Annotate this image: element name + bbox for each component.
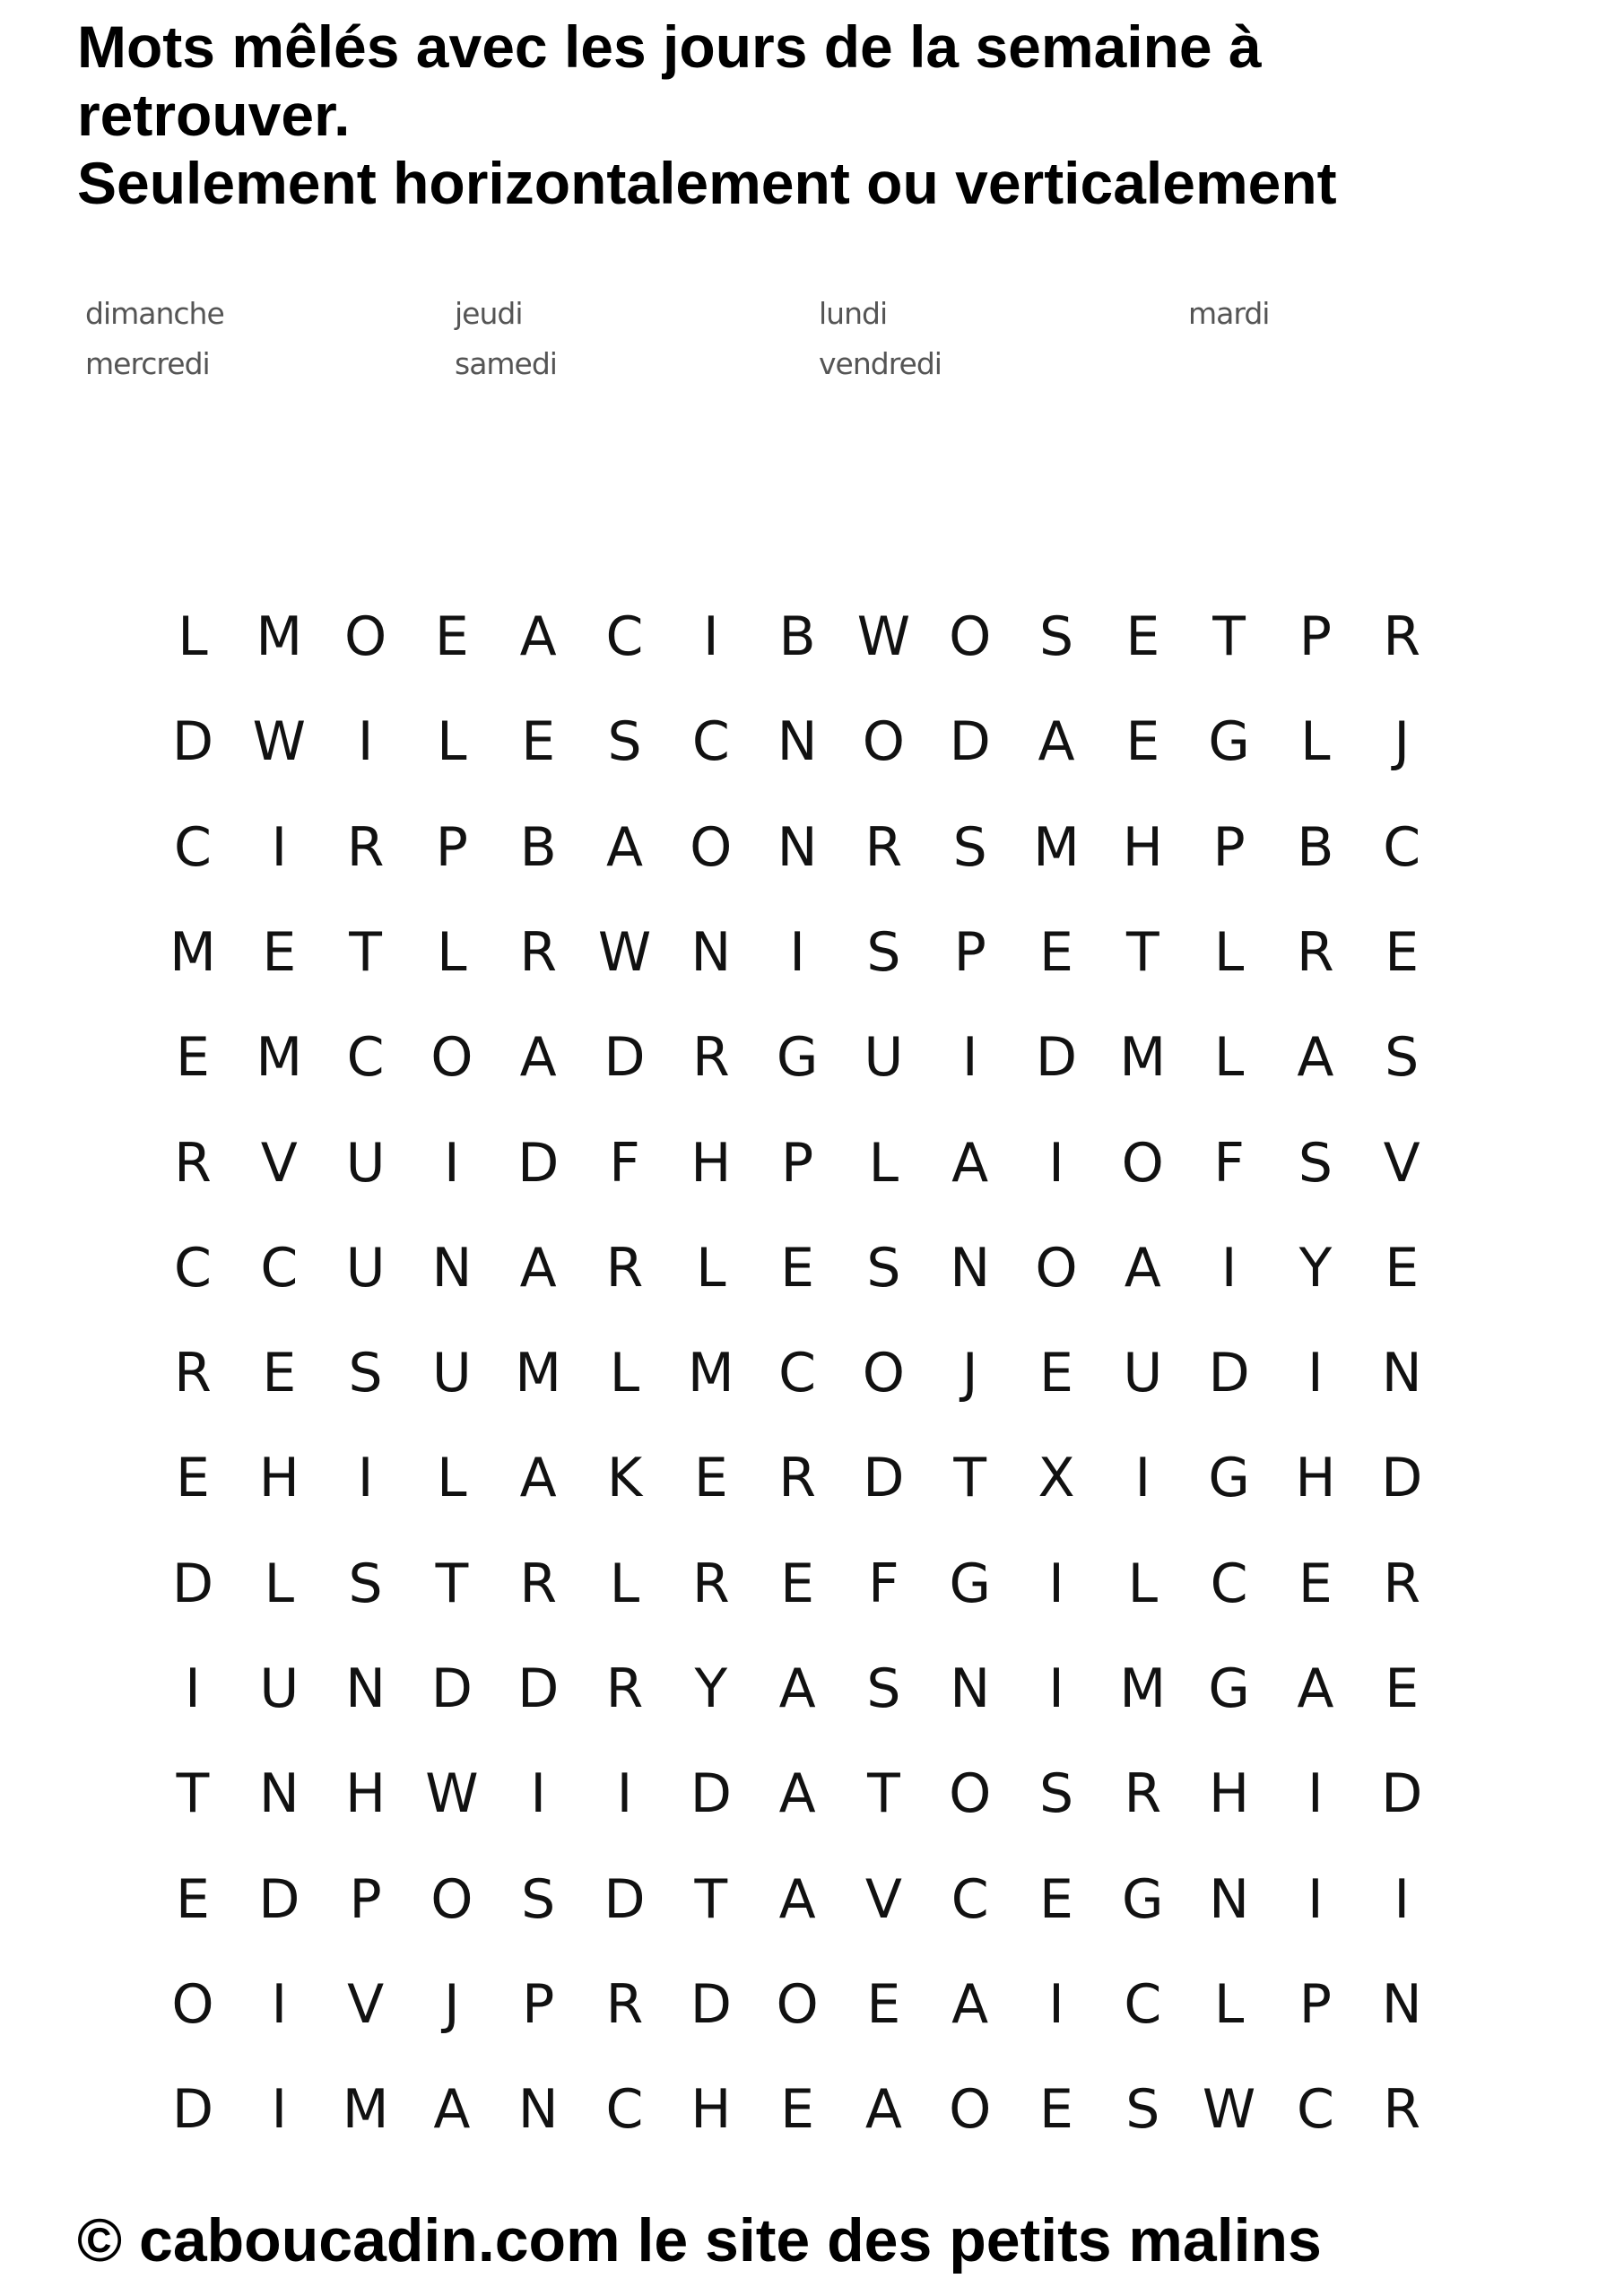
grid-cell[interactable]: D [1208, 1342, 1250, 1405]
grid-cell[interactable]: S [521, 1867, 556, 1931]
grid-cell[interactable]: R [605, 1657, 644, 1720]
grid-cell[interactable]: M [342, 2078, 389, 2142]
grid-cell[interactable]: I [1394, 1867, 1411, 1931]
word-dimanche: dimanche [85, 296, 224, 331]
grid-cell[interactable]: C [951, 1867, 989, 1931]
grid-cell[interactable]: H [1122, 815, 1163, 879]
grid-cell[interactable]: W [425, 1762, 479, 1826]
grid-cell[interactable]: D [171, 1552, 214, 1615]
grid-cell[interactable]: E [1039, 1342, 1073, 1405]
word-jeudi: jeudi [455, 296, 523, 331]
footer-copyright: © caboucadin.com le site des petits malins [77, 2206, 1322, 2274]
grid-cell[interactable]: H [1209, 1762, 1250, 1826]
word-list [85, 296, 1412, 404]
grid-cell[interactable]: J [1394, 710, 1411, 774]
grid-cell[interactable]: E [521, 710, 556, 774]
letter-grid [161, 601, 1480, 2188]
grid-cell[interactable]: I [1134, 1447, 1151, 1510]
grid-cell[interactable]: S [1385, 1026, 1420, 1090]
grid-cell[interactable]: O [430, 1867, 473, 1931]
grid-cell[interactable]: C [260, 1236, 299, 1300]
grid-cell[interactable]: N [777, 710, 818, 774]
grid-cell[interactable]: E [1125, 605, 1160, 668]
grid-cell[interactable]: A [519, 1026, 557, 1090]
grid-cell[interactable]: R [174, 1131, 212, 1195]
grid-cell[interactable]: O [862, 710, 905, 774]
grid-cell[interactable]: L [609, 1552, 640, 1615]
grid-cell[interactable]: N [950, 1657, 991, 1720]
grid-cell[interactable]: U [345, 1236, 386, 1300]
grid-cell[interactable]: H [1295, 1447, 1336, 1510]
grid-cell[interactable]: I [789, 920, 805, 984]
grid-cell[interactable]: N [345, 1657, 386, 1720]
grid-cell[interactable]: N [517, 2078, 559, 2142]
grid-cell[interactable]: N [431, 1236, 473, 1300]
grid-cell[interactable]: M [1119, 1026, 1167, 1090]
grid-cell[interactable]: N [258, 1762, 300, 1826]
grid-cell[interactable]: L [1213, 1972, 1245, 2036]
grid-cell[interactable]: O [1121, 1131, 1164, 1195]
grid-cell[interactable]: D [604, 1867, 646, 1931]
grid-cell[interactable]: B [778, 605, 816, 668]
grid-cell[interactable]: D [171, 710, 214, 774]
grid-cell[interactable]: I [357, 1447, 374, 1510]
grid-cell[interactable]: E [262, 920, 297, 984]
grid-cell[interactable]: O [949, 1762, 992, 1826]
grid-cell[interactable]: A [1038, 710, 1075, 774]
grid-cell[interactable]: C [605, 605, 644, 668]
grid-cell[interactable]: E [176, 1447, 210, 1510]
grid-cell[interactable]: R [346, 815, 385, 879]
grid-cell[interactable]: I [1220, 1236, 1238, 1300]
grid-cell[interactable]: T [176, 1762, 210, 1826]
grid-cell[interactable]: P [349, 1867, 382, 1931]
grid-cell[interactable]: T [435, 1552, 469, 1615]
grid-cell[interactable]: D [863, 1447, 905, 1510]
grid-cell[interactable]: T [1212, 605, 1246, 668]
grid-cell[interactable]: U [345, 1131, 386, 1195]
grid-cell[interactable]: I [961, 1026, 978, 1090]
grid-cell[interactable]: M [1033, 815, 1080, 879]
grid-cell[interactable]: C [346, 1026, 385, 1090]
grid-cell[interactable]: B [519, 815, 557, 879]
grid-cell[interactable]: S [348, 1552, 383, 1615]
grid-cell[interactable]: N [1381, 1342, 1422, 1405]
grid-cell[interactable]: P [1298, 1972, 1332, 2036]
grid-cell[interactable]: N [690, 920, 732, 984]
grid-cell[interactable]: P [435, 815, 468, 879]
grid-cell[interactable]: R [1383, 1552, 1421, 1615]
grid-cell[interactable]: D [430, 1657, 473, 1720]
grid-cell[interactable]: E [693, 1447, 728, 1510]
grid-cell[interactable]: S [607, 710, 642, 774]
grid-cell[interactable]: G [776, 1026, 819, 1090]
grid-cell[interactable]: H [345, 1762, 386, 1826]
grid-cell[interactable]: D [1381, 1762, 1423, 1826]
grid-cell[interactable]: O [690, 815, 733, 879]
grid-cell[interactable]: U [431, 1342, 472, 1405]
grid-cell[interactable]: P [953, 920, 986, 984]
grid-cell[interactable]: R [778, 1447, 816, 1510]
grid-cell[interactable]: J [961, 1342, 978, 1405]
grid-cell[interactable]: E [176, 1026, 210, 1090]
grid-cell[interactable]: L [609, 1342, 640, 1405]
word-mercredi: mercredi [85, 346, 210, 381]
word-samedi: samedi [455, 346, 557, 381]
grid-cell[interactable]: O [862, 1342, 905, 1405]
grid-cell[interactable]: R [1124, 1762, 1162, 1826]
grid-cell[interactable]: O [776, 1972, 819, 2036]
grid-cell[interactable]: C [1296, 2078, 1334, 2142]
grid-cell[interactable]: A [778, 1762, 816, 1826]
grid-cell[interactable]: L [1213, 1026, 1245, 1090]
grid-cell[interactable]: G [1122, 1867, 1164, 1931]
grid-cell[interactable]: M [256, 1026, 303, 1090]
grid-cell[interactable]: C [174, 815, 212, 879]
grid-cell[interactable]: P [522, 1972, 555, 2036]
grid-cell[interactable]: S [952, 815, 987, 879]
grid-cell[interactable]: V [864, 1867, 902, 1931]
grid-cell[interactable]: E [866, 1972, 901, 2036]
grid-cell[interactable]: F [868, 1552, 899, 1615]
grid-cell[interactable]: I [1048, 1657, 1064, 1720]
grid-cell[interactable]: L [1213, 920, 1245, 984]
grid-cell[interactable]: D [517, 1657, 560, 1720]
grid-cell[interactable]: V [260, 1131, 298, 1195]
grid-cell[interactable]: B [1297, 815, 1334, 879]
grid-cell[interactable]: E [1385, 1236, 1420, 1300]
grid-cell[interactable]: H [690, 1131, 732, 1195]
grid-cell[interactable]: D [1381, 1447, 1423, 1510]
grid-cell[interactable]: S [866, 920, 901, 984]
grid-cell[interactable]: A [519, 1447, 557, 1510]
grid-cell[interactable]: A [1297, 1026, 1334, 1090]
grid-cell[interactable]: E [780, 2078, 815, 2142]
grid-cell[interactable]: Y [1298, 1236, 1333, 1300]
grid-cell[interactable]: S [866, 1657, 901, 1720]
title-line-2: retrouver. [77, 82, 351, 148]
grid-cell[interactable]: C [778, 1342, 817, 1405]
grid-cell[interactable]: S [1038, 1762, 1074, 1826]
grid-cell[interactable]: C [691, 710, 730, 774]
grid-cell[interactable]: A [519, 605, 557, 668]
grid-cell[interactable]: C [1210, 1552, 1248, 1615]
grid-cell[interactable]: E [1125, 710, 1160, 774]
page-title [77, 13, 1602, 217]
grid-cell[interactable]: A [864, 2078, 902, 2142]
grid-cell[interactable]: I [616, 1762, 633, 1826]
grid-cell[interactable]: C [605, 2078, 644, 2142]
grid-cell[interactable]: P [1212, 815, 1246, 879]
grid-cell[interactable]: L [437, 710, 467, 774]
grid-cell[interactable]: A [951, 1972, 989, 2036]
grid-cell[interactable]: L [178, 605, 208, 668]
grid-cell[interactable]: I [530, 1762, 547, 1826]
grid-cell[interactable]: E [1298, 1552, 1333, 1615]
grid-cell[interactable]: D [258, 1867, 300, 1931]
grid-cell[interactable]: I [185, 1657, 201, 1720]
grid-cell[interactable]: L [437, 1447, 467, 1510]
grid-cell[interactable]: Y [694, 1657, 728, 1720]
grid-cell[interactable]: L [868, 1131, 899, 1195]
title-line-3: Seulement horizontalement ou verticalement [77, 150, 1337, 216]
grid-cell[interactable]: S [1125, 2078, 1160, 2142]
grid-cell[interactable]: I [1048, 1972, 1064, 2036]
grid-cell[interactable]: I [1048, 1131, 1064, 1195]
grid-cell[interactable]: I [1307, 1342, 1324, 1405]
grid-cell[interactable]: C [1124, 1972, 1162, 2036]
grid-cell[interactable]: R [605, 1236, 644, 1300]
grid-cell[interactable]: R [864, 815, 903, 879]
grid-cell[interactable]: F [1213, 1131, 1245, 1195]
grid-cell[interactable]: V [347, 1972, 385, 2036]
grid-cell[interactable]: L [1127, 1552, 1159, 1615]
grid-cell[interactable]: T [349, 920, 382, 984]
grid-cell[interactable]: I [271, 2078, 288, 2142]
grid-cell[interactable]: H [258, 1447, 300, 1510]
grid-cell[interactable]: D [604, 1026, 646, 1090]
grid-cell[interactable]: J [444, 1972, 460, 2036]
grid-cell[interactable]: R [519, 1552, 558, 1615]
grid-cell[interactable]: A [605, 815, 644, 879]
grid-cell[interactable]: O [343, 605, 387, 668]
grid-cell[interactable]: M [169, 920, 216, 984]
grid-cell[interactable]: U [259, 1657, 300, 1720]
grid-cell[interactable]: C [1383, 815, 1421, 879]
grid-cell[interactable]: I [444, 1131, 460, 1195]
grid-cell[interactable]: N [1209, 1867, 1250, 1931]
grid-cell[interactable]: L [437, 920, 467, 984]
grid-cell[interactable]: W [252, 710, 306, 774]
grid-cell[interactable]: A [778, 1867, 816, 1931]
grid-cell[interactable]: E [1385, 920, 1420, 984]
grid-cell[interactable]: S [866, 1236, 901, 1300]
grid-cell[interactable]: M [515, 1342, 562, 1405]
grid-cell[interactable]: A [519, 1236, 557, 1300]
grid-cell[interactable]: A [778, 1657, 816, 1720]
grid-cell[interactable]: A [1297, 1657, 1334, 1720]
grid-cell[interactable]: C [174, 1236, 212, 1300]
grid-cell[interactable]: P [1298, 605, 1332, 668]
grid-cell[interactable]: R [1297, 920, 1334, 984]
grid-cell[interactable]: L [696, 1236, 726, 1300]
grid-cell[interactable]: E [262, 1342, 297, 1405]
grid-cell[interactable]: S [1038, 605, 1074, 668]
grid-cell[interactable]: I [1307, 1867, 1324, 1931]
grid-cell[interactable]: O [1035, 1236, 1078, 1300]
grid-cell[interactable]: R [691, 1552, 730, 1615]
grid-cell[interactable]: T [953, 1447, 987, 1510]
grid-cell[interactable]: U [864, 1026, 904, 1090]
grid-cell[interactable]: O [949, 2078, 992, 2142]
grid-cell[interactable]: N [950, 1236, 991, 1300]
grid-cell[interactable]: N [1381, 1972, 1422, 2036]
grid-cell[interactable]: I [271, 1972, 288, 2036]
grid-cell[interactable]: A [433, 2078, 471, 2142]
grid-cell[interactable]: T [1125, 920, 1159, 984]
grid-cell[interactable]: E [780, 1552, 815, 1615]
word-mardi: mardi [1188, 296, 1270, 331]
grid-cell[interactable]: U [1123, 1342, 1163, 1405]
grid-cell[interactable]: R [174, 1342, 212, 1405]
title-line-1: Mots mêlés avec les jours de la semaine à [77, 13, 1262, 80]
grid-cell[interactable]: R [691, 1026, 730, 1090]
grid-cell[interactable]: W [597, 920, 652, 984]
grid-cell[interactable]: R [605, 1972, 644, 2036]
word-lundi: lundi [819, 296, 888, 331]
grid-cell[interactable]: I [1307, 1762, 1324, 1826]
grid-cell[interactable]: D [517, 1131, 560, 1195]
grid-cell[interactable]: L [264, 1552, 295, 1615]
grid-cell[interactable]: L [1300, 710, 1331, 774]
grid-cell[interactable]: M [256, 605, 303, 668]
grid-cell[interactable]: D [1035, 1026, 1078, 1090]
grid-cell[interactable]: P [781, 1131, 814, 1195]
grid-cell[interactable]: K [606, 1447, 643, 1510]
grid-cell[interactable]: A [1124, 1236, 1161, 1300]
grid-cell[interactable]: G [1208, 1447, 1250, 1510]
grid-cell[interactable]: G [949, 1552, 991, 1615]
grid-cell[interactable]: W [856, 605, 911, 668]
grid-cell[interactable]: R [1383, 605, 1421, 668]
grid-cell[interactable]: T [694, 1867, 728, 1931]
grid-cell[interactable]: S [348, 1342, 383, 1405]
grid-cell[interactable]: R [1383, 2078, 1421, 2142]
grid-cell[interactable]: S [1298, 1131, 1333, 1195]
grid-cell[interactable]: E [1039, 2078, 1073, 2142]
grid-cell[interactable]: E [176, 1867, 210, 1931]
grid-cell[interactable]: X [1038, 1447, 1075, 1510]
grid-cell[interactable]: N [777, 815, 818, 879]
grid-cell[interactable]: E [1039, 920, 1073, 984]
grid-cell[interactable]: H [690, 2078, 732, 2142]
grid-cell[interactable]: G [1208, 1657, 1250, 1720]
grid-cell[interactable]: M [1119, 1657, 1167, 1720]
grid-cell[interactable]: T [867, 1762, 900, 1826]
grid-cell[interactable]: E [434, 605, 469, 668]
grid-cell[interactable]: F [609, 1131, 640, 1195]
grid-cell[interactable]: O [949, 605, 992, 668]
grid-cell[interactable]: I [1048, 1552, 1064, 1615]
grid-cell[interactable]: I [271, 815, 288, 879]
grid-cell[interactable]: D [690, 1762, 732, 1826]
grid-cell[interactable]: W [1202, 2078, 1256, 2142]
grid-cell[interactable]: A [951, 1131, 989, 1195]
grid-cell[interactable]: E [1385, 1657, 1420, 1720]
grid-cell[interactable]: I [357, 710, 374, 774]
grid-cell[interactable]: M [687, 1342, 734, 1405]
grid-cell[interactable]: O [430, 1026, 473, 1090]
grid-cell[interactable]: E [780, 1236, 815, 1300]
grid-cell[interactable]: D [690, 1972, 732, 2036]
grid-cell[interactable]: D [949, 710, 991, 774]
grid-cell[interactable]: D [171, 2078, 214, 2142]
grid-cell[interactable]: O [171, 1972, 214, 2036]
grid-cell[interactable]: I [702, 605, 719, 668]
grid-cell[interactable]: G [1208, 710, 1250, 774]
word-vendredi: vendredi [819, 346, 942, 381]
grid-cell[interactable]: R [519, 920, 558, 984]
grid-cell[interactable]: V [1383, 1131, 1420, 1195]
grid-cell[interactable]: E [1039, 1867, 1073, 1931]
